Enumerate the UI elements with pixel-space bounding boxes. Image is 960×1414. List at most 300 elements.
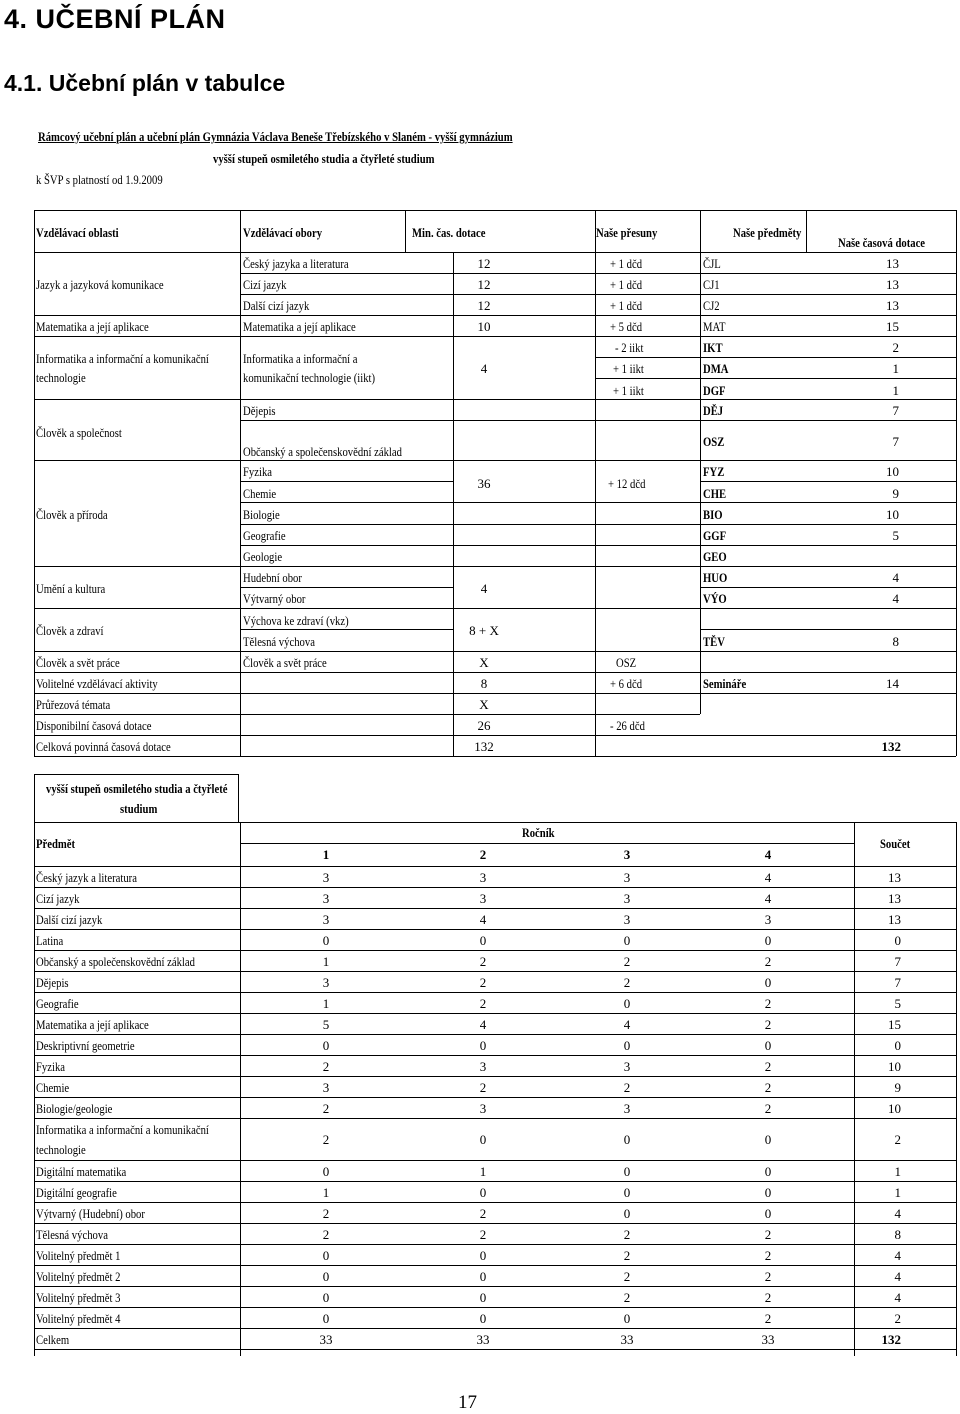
row-total-value: 7 — [894, 975, 901, 990]
year-2: 2 — [479, 847, 487, 862]
row-total-value: 9 — [894, 1080, 901, 1095]
grid-line — [700, 481, 956, 482]
subject-code: CJ1 — [703, 277, 720, 292]
row-year-value: 3 — [623, 891, 631, 906]
row-subject-name: Digitální matematika — [36, 1164, 127, 1179]
grid-line — [34, 566, 956, 567]
subject-code: CHE — [703, 486, 727, 501]
header-min: Min. čas. dotace — [412, 225, 486, 240]
hours-value: 5 — [892, 528, 899, 543]
row-year-value: 0 — [764, 1164, 772, 1179]
grid-line — [34, 336, 956, 337]
row-subject-name: Chemie — [36, 1080, 70, 1095]
area-ict-2: technologie — [36, 370, 86, 385]
area-art: Umění a kultura — [36, 581, 106, 596]
row-subject-name: Deskriptivní geometrie — [36, 1038, 135, 1053]
grid-line — [956, 210, 957, 756]
row-total-value: 1 — [894, 1185, 901, 1200]
hours-value: 7 — [892, 403, 899, 418]
row-year-value: 3 — [479, 1101, 487, 1116]
row-subject-name: Volitelný předmět 1 — [36, 1248, 121, 1263]
subject-code: FYZ — [703, 464, 725, 479]
row-year-value: 1 — [322, 996, 330, 1011]
row-year-value: 2 — [479, 1227, 487, 1242]
area-ict: Informatika a informační a komunikační — [36, 351, 209, 366]
row-year-value: 4 — [764, 870, 772, 885]
row-year-value: 2 — [623, 1248, 631, 1263]
row-year-value: 2 — [764, 1248, 772, 1263]
shift-value: + 1 dčd — [610, 298, 643, 313]
grid-line — [240, 672, 241, 756]
row-year-value: 3 — [322, 1080, 330, 1095]
field-music: Hudební obor — [243, 570, 302, 585]
row-year-value: 2 — [764, 1059, 772, 1074]
row-subject-name: Další cizí jazyk — [36, 912, 103, 927]
subject-code: MAT — [703, 319, 726, 334]
framework-title: Rámcový učební plán a učební plán Gymnázia Václava Beneše Třebízského v Slaném - vyšší gymnázium — [38, 129, 513, 144]
row-year-value: 0 — [322, 1164, 330, 1179]
row-total-value: 13 — [888, 891, 901, 906]
subject-code: CJ2 — [703, 298, 720, 313]
grid-line — [595, 210, 596, 756]
hours-value: 7 — [892, 434, 899, 449]
field-biology: Biologie — [243, 507, 280, 522]
grid-line — [34, 1118, 956, 1119]
row-year-value: 1 — [322, 954, 330, 969]
shift-value: + 1 dčd — [610, 277, 643, 292]
grid-line — [240, 587, 453, 588]
grid-line — [240, 294, 956, 295]
grid-line — [34, 1265, 956, 1266]
area-total: Celková povinná časová dotace — [36, 739, 171, 754]
grid-line — [34, 608, 956, 609]
row-year-value: 1 — [322, 1185, 330, 1200]
row-year-value: 3 — [479, 870, 487, 885]
row-subject-name: Digitální geografie — [36, 1185, 117, 1200]
grid-line — [34, 1328, 956, 1329]
subject-code: DĚJ — [703, 403, 724, 418]
area-health: Člověk a zdraví — [36, 623, 104, 638]
area-society: Člověk a společnost — [36, 425, 122, 440]
row-year-value: 2 — [623, 1290, 631, 1305]
row-subject-name: Latina — [36, 933, 64, 948]
row-year-value: 2 — [764, 1269, 772, 1284]
grid-line — [34, 822, 35, 1356]
area-work: Člověk a svět práce — [36, 655, 120, 670]
total-header: Součet — [880, 836, 911, 851]
year-header: Ročník — [522, 825, 555, 840]
year-3: 3 — [623, 847, 631, 862]
grid-line — [34, 774, 35, 822]
grid-line — [700, 210, 701, 714]
row-year-value: 0 — [322, 1248, 330, 1263]
grid-line — [34, 460, 956, 461]
min-value: 26 — [477, 718, 491, 733]
row-year-value: 1 — [479, 1164, 487, 1179]
subject-code: TĚV — [703, 634, 725, 649]
row-year-value: 2 — [764, 1227, 772, 1242]
grid-line — [34, 774, 238, 775]
grid-line — [34, 651, 956, 652]
row-year-value: 2 — [479, 996, 487, 1011]
field-geology: Geologie — [243, 549, 283, 564]
row-total-value: 13 — [888, 870, 901, 885]
row-year-value: 0 — [479, 1038, 487, 1053]
row-year-value: 5 — [322, 1017, 330, 1032]
field-civics: Občanský a společenskovědní základ — [243, 444, 402, 459]
grid-line — [34, 887, 956, 888]
row-total-value: 15 — [888, 1017, 901, 1032]
hours-value: 13 — [886, 298, 899, 313]
row-year-value: 2 — [764, 1017, 772, 1032]
grid-line — [453, 252, 454, 756]
row-subject-name: Celkem — [36, 1332, 70, 1347]
row-year-value: 3 — [764, 912, 772, 927]
grid-line — [34, 908, 956, 909]
grid-line — [34, 1202, 956, 1203]
field-math: Matematika a její aplikace — [243, 319, 356, 334]
row-year-value: 3 — [479, 891, 487, 906]
row-year-value: 2 — [623, 954, 631, 969]
area-available: Disponibilní časová dotace — [36, 718, 152, 733]
row-year-value: 0 — [623, 1185, 631, 1200]
row-total-value: 1 — [894, 1164, 901, 1179]
min-value: 12 — [477, 298, 491, 313]
grid-line — [34, 210, 956, 211]
row-total-value: 4 — [894, 1290, 901, 1305]
grid-line — [238, 774, 239, 822]
grid-line — [34, 1349, 956, 1350]
row-year-value: 2 — [322, 1132, 330, 1147]
row-year-value: 0 — [764, 1132, 772, 1147]
row-year-value: 2 — [479, 1206, 487, 1221]
grid-line — [34, 399, 956, 400]
grid-line — [405, 210, 406, 252]
row-year-value: 0 — [479, 1269, 487, 1284]
grid-line — [34, 971, 956, 972]
grid-line — [34, 756, 956, 757]
field-foreign: Cizí jazyk — [243, 277, 287, 292]
field-art: Výtvarný obor — [243, 591, 306, 606]
shift-value: + 1 iikt — [613, 383, 644, 398]
row-total-value: 7 — [894, 954, 901, 969]
subject-header: Předmět — [36, 836, 76, 851]
hours-value: 14 — [886, 676, 899, 691]
grid-line — [34, 315, 956, 316]
row-year-value: 3 — [479, 1059, 487, 1074]
row-year-value: 2 — [623, 1227, 631, 1242]
page-number: 17 — [458, 1392, 477, 1413]
hours-total: 132 — [881, 739, 901, 754]
grid-line — [240, 545, 956, 546]
subject-code: OSZ — [703, 434, 725, 449]
grid-line — [700, 629, 956, 630]
hours-value: 9 — [892, 486, 899, 501]
grid-line — [34, 1160, 956, 1161]
grid-line — [240, 629, 453, 630]
subject-code: DMA — [703, 361, 729, 376]
row-year-value: 0 — [764, 1185, 772, 1200]
row-year-value: 2 — [322, 1059, 330, 1074]
grid-line — [854, 822, 855, 1356]
subject-code: HUO — [703, 570, 728, 585]
grid-line — [34, 929, 956, 930]
area-nature: Člověk a příroda — [36, 507, 108, 522]
grid-line — [240, 502, 956, 503]
row-year-value: 0 — [623, 933, 631, 948]
grid-line — [34, 1055, 956, 1056]
subject-code: GGF — [703, 528, 727, 543]
row-total-value: 5 — [894, 996, 901, 1011]
row-subject-name: Fyzika — [36, 1059, 66, 1074]
row-year-value: 2 — [479, 954, 487, 969]
subject-code: Semináře — [703, 676, 747, 691]
subject-code: GEO — [703, 549, 727, 564]
row-year-value: 0 — [322, 1290, 330, 1305]
row-total-value: 0 — [894, 1038, 901, 1053]
shift-value: + 1 iikt — [613, 361, 644, 376]
row-total-value: 8 — [894, 1227, 901, 1242]
hours-table-title: vyšší stupeň osmiletého studia a čtyřleté — [46, 781, 228, 796]
subject-code: DGF — [703, 383, 726, 398]
row-subject-name: Volitelný předmět 3 — [36, 1290, 121, 1305]
row-subject-name: Volitelný předmět 4 — [36, 1311, 121, 1326]
row-year-value: 33 — [319, 1332, 333, 1347]
min-value: 8 + X — [469, 623, 499, 638]
shift-value: OSZ — [616, 655, 637, 670]
shift-value: - 26 dčd — [610, 718, 645, 733]
field-chemistry: Chemie — [243, 486, 277, 501]
row-year-value: 2 — [479, 1080, 487, 1095]
row-year-value: 33 — [476, 1332, 490, 1347]
hours-value: 15 — [886, 319, 899, 334]
min-value: 10 — [477, 319, 491, 334]
subject-code: VÝO — [703, 591, 727, 606]
row-year-value: 0 — [623, 996, 631, 1011]
row-year-value: 0 — [322, 1038, 330, 1053]
grid-line — [34, 1034, 956, 1035]
area-cross: Průřezová témata — [36, 697, 111, 712]
framework-subtitle: vyšší stupeň osmiletého studia a čtyřleté studium — [213, 151, 435, 166]
min-value: 132 — [474, 739, 494, 754]
row-year-value: 0 — [623, 1132, 631, 1147]
row-total-value: 10 — [888, 1101, 901, 1116]
min-value: X — [479, 697, 489, 712]
row-year-value: 0 — [322, 933, 330, 948]
row-year-value: 0 — [479, 1311, 487, 1326]
field-pe: Tělesná výchova — [243, 634, 315, 649]
row-subject-name: Dějepis — [36, 975, 69, 990]
row-year-value: 2 — [764, 996, 772, 1011]
row-total-value: 4 — [894, 1248, 901, 1263]
row-year-value: 4 — [479, 1017, 487, 1032]
row-year-value: 0 — [479, 1185, 487, 1200]
row-total-value: 132 — [881, 1332, 901, 1347]
grid-line — [956, 822, 957, 1356]
header-subjects: Naše předměty — [733, 225, 802, 240]
section-title: 4.1. Učební plán v tabulce — [4, 70, 286, 96]
row-year-value: 2 — [322, 1101, 330, 1116]
field-ict-2: komunikační technologie (iikt) — [243, 370, 376, 385]
grid-line — [34, 1076, 956, 1077]
min-value: 4 — [480, 361, 488, 376]
grid-line — [34, 992, 956, 993]
row-year-value: 3 — [322, 870, 330, 885]
row-year-value: 0 — [479, 1290, 487, 1305]
min-value: 36 — [477, 476, 491, 491]
row-year-value: 2 — [764, 1080, 772, 1095]
row-year-value: 33 — [620, 1332, 634, 1347]
shift-value: + 6 dčd — [610, 676, 643, 691]
field-foreign2: Další cizí jazyk — [243, 298, 310, 313]
grid-line — [240, 524, 956, 525]
grid-line — [34, 866, 956, 867]
field-work: Člověk a svět práce — [243, 655, 327, 670]
row-year-value: 3 — [623, 1059, 631, 1074]
row-subject-name: Informatika a informační a komunikační — [36, 1122, 209, 1137]
grid-line — [34, 672, 956, 673]
row-subject-name: Geografie — [36, 996, 79, 1011]
row-year-value: 4 — [764, 891, 772, 906]
grid-line — [34, 693, 956, 694]
grid-line — [240, 843, 854, 844]
row-total-value: 4 — [894, 1269, 901, 1284]
row-year-value: 3 — [322, 975, 330, 990]
grid-line — [34, 735, 956, 736]
row-year-value: 3 — [623, 912, 631, 927]
row-year-value: 0 — [322, 1269, 330, 1284]
hours-value: 13 — [886, 256, 899, 271]
grid-line — [34, 252, 956, 253]
field-physics: Fyzika — [243, 464, 273, 479]
grid-line — [240, 273, 956, 274]
header-areas: Vzdělávací oblasti — [36, 225, 119, 240]
row-year-value: 0 — [623, 1311, 631, 1326]
hours-value: 10 — [886, 464, 899, 479]
grid-line — [595, 357, 956, 358]
row-total-value: 0 — [894, 933, 901, 948]
year-4: 4 — [764, 847, 772, 862]
hours-table-title-2: studium — [120, 801, 158, 816]
hours-value: 2 — [892, 340, 899, 355]
row-year-value: 4 — [479, 912, 487, 927]
hours-value: 4 — [892, 591, 899, 606]
row-year-value: 2 — [322, 1206, 330, 1221]
min-value: 12 — [477, 256, 491, 271]
row-subject-name: Výtvarný (Hudební) obor — [36, 1206, 145, 1221]
header-fields: Vzdělávací obory — [243, 225, 323, 240]
row-year-value: 3 — [623, 1101, 631, 1116]
row-year-value: 0 — [623, 1164, 631, 1179]
row-year-value: 2 — [764, 954, 772, 969]
row-year-value: 3 — [322, 912, 330, 927]
row-year-value: 0 — [479, 933, 487, 948]
row-subject-name: Tělesná výchova — [36, 1227, 108, 1242]
row-subject-name-cont: technologie — [36, 1142, 86, 1157]
row-subject-name: Český jazyk a literatura — [36, 870, 137, 885]
grid-line — [34, 1307, 956, 1308]
subject-code: IKT — [703, 340, 723, 355]
grid-line — [700, 587, 956, 588]
row-total-value: 2 — [894, 1311, 901, 1326]
hours-value: 8 — [892, 634, 899, 649]
area-language: Jazyk a jazyková komunikace — [36, 277, 164, 292]
grid-line — [34, 1181, 956, 1182]
row-subject-name: Cizí jazyk — [36, 891, 80, 906]
shift-value: + 1 dčd — [610, 256, 643, 271]
row-year-value: 33 — [761, 1332, 775, 1347]
grid-line — [34, 210, 35, 756]
row-year-value: 4 — [623, 1017, 631, 1032]
grid-line — [595, 378, 956, 379]
row-year-value: 0 — [764, 933, 772, 948]
grid-line — [240, 210, 241, 672]
hours-value: 4 — [892, 570, 899, 585]
row-total-value: 2 — [894, 1132, 901, 1147]
min-value: 8 — [480, 676, 488, 691]
field-czech: Český jazyka a literatura — [243, 256, 349, 271]
row-year-value: 0 — [479, 1248, 487, 1263]
row-year-value: 0 — [764, 1038, 772, 1053]
header-shifts: Naše přesuny — [596, 225, 658, 240]
min-value: 4 — [480, 581, 488, 596]
row-subject-name: Volitelný předmět 2 — [36, 1269, 121, 1284]
field-health: Výchova ke zdraví (vkz) — [243, 613, 349, 628]
grid-line — [240, 420, 956, 421]
row-year-value: 2 — [322, 1227, 330, 1242]
row-year-value: 3 — [623, 870, 631, 885]
row-year-value: 2 — [764, 1101, 772, 1116]
subject-code: ČJL — [703, 256, 721, 271]
row-year-value: 0 — [623, 1206, 631, 1221]
row-year-value: 2 — [479, 975, 487, 990]
row-subject-name: Biologie/geologie — [36, 1101, 113, 1116]
row-year-value: 2 — [764, 1290, 772, 1305]
year-1: 1 — [322, 847, 330, 862]
grid-line — [34, 1286, 956, 1287]
grid-line — [34, 1223, 956, 1224]
shift-value: + 5 dčd — [610, 319, 643, 334]
grid-line — [34, 714, 700, 715]
row-year-value: 0 — [764, 1206, 772, 1221]
grid-line — [240, 822, 241, 1356]
hours-value: 13 — [886, 277, 899, 292]
row-year-value: 0 — [479, 1132, 487, 1147]
row-year-value: 2 — [623, 1080, 631, 1095]
hours-value: 1 — [892, 383, 899, 398]
row-year-value: 2 — [623, 975, 631, 990]
field-ict: Informatika a informační a — [243, 351, 358, 366]
area-optional: Volitelné vzdělávací aktivity — [36, 676, 158, 691]
framework-validity: k ŠVP s platností od 1.9.2009 — [36, 172, 163, 187]
row-year-value: 0 — [322, 1311, 330, 1326]
row-year-value: 0 — [764, 975, 772, 990]
grid-line — [806, 210, 807, 252]
header-hours: Naše časová dotace — [838, 235, 926, 250]
row-year-value: 0 — [623, 1038, 631, 1053]
hours-value: 10 — [886, 507, 899, 522]
row-year-value: 2 — [623, 1269, 631, 1284]
min-value: 12 — [477, 277, 491, 292]
grid-line — [34, 822, 956, 823]
grid-line — [34, 1244, 956, 1245]
area-math: Matematika a její aplikace — [36, 319, 149, 334]
min-value: X — [479, 655, 489, 670]
shift-value: - 2 iikt — [615, 340, 644, 355]
field-geography: Geografie — [243, 528, 286, 543]
chapter-title: 4. UČEBNÍ PLÁN — [4, 4, 226, 34]
row-subject-name: Občanský a společenskovědní základ — [36, 954, 195, 969]
